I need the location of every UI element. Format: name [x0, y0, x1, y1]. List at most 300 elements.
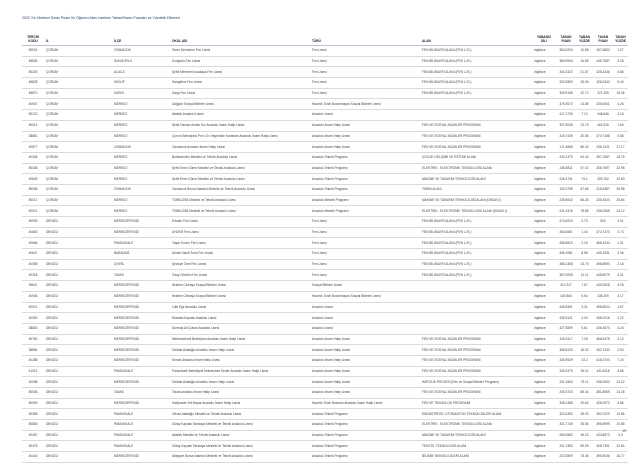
cell-tavan-yuzde: 0.86: [613, 131, 628, 142]
cell-ilce: MERKEZ: [112, 195, 170, 206]
cell-turu: Anadolu İmam Hatip Lisesi: [310, 355, 420, 366]
table-row: [22, 291, 628, 302]
table-row: [22, 441, 628, 452]
cell-taban-puan: 193.3798: [556, 184, 576, 195]
cell-tavan-yuzde: 10.86: [613, 420, 628, 431]
cell-yabanci-dil: İngilizce: [532, 163, 556, 174]
cell-tavan-puan: 416.3704: [593, 355, 613, 366]
cell-il: DENİZLİ: [44, 452, 112, 463]
cell-taban-yuzde: 32.72: [576, 88, 593, 99]
cell-ilce: PAMUKKALE: [112, 238, 170, 249]
cell-tavan-yuzde: 4.26: [613, 99, 628, 110]
cell-tavan-yuzde: 4.24: [613, 323, 628, 334]
cell-il: ÇORUM: [44, 56, 112, 67]
cell-il: ÇORUM: [44, 174, 112, 185]
cell-okul-adi: Çorum Belediyesi Prof. Dr. Hayreddin Karaman Anadolu İmam Hatip Lisesi: [170, 131, 310, 142]
cell-turu: Fen Lisesi: [310, 88, 420, 99]
cell-il: ÇORUM: [44, 99, 112, 110]
cell-tavan-puan: 457.5852: [593, 46, 613, 57]
cell-taban-yuzde: 78.85: [576, 206, 593, 217]
cell-taban-puan: 336.9929: [556, 355, 576, 366]
cell-tavan-yuzde: 0.73: [613, 227, 628, 238]
cell-taban-puan: 384.9064: [556, 56, 576, 67]
cell-turu: Hazırlık Sınıfı Bulunmayan Sosyal Bilimler Lisesi: [310, 99, 420, 110]
cell-okul-adi: Erbakır Fen Lisesi: [170, 217, 310, 228]
cell-okul-adi: Ahmet Nazif Zorlu Fen Lisesi: [170, 249, 310, 260]
cell-okul-adi: Atatürk Anadolu Lisesi: [170, 110, 310, 121]
cell-tavan-yuzde: 4.26: [613, 281, 628, 292]
cell-ilce: MERKEZ: [112, 110, 170, 121]
cell-tercih-kodu: 48835: [22, 56, 44, 67]
cell-yabanci-dil: İngilizce: [532, 323, 556, 334]
cell-tavan-yuzde: 0.01: [613, 217, 628, 228]
cell-turu: Anadolu Teknik Programı: [310, 174, 420, 185]
table-row: [22, 302, 628, 313]
cell-taban-puan: 445.8361: [556, 302, 576, 313]
cell-okul-adi: Merkezefendi Belediyesi Anadolu İmam Hatip Lisesi: [170, 334, 310, 345]
cell-tavan-yuzde: 15.46: [613, 88, 628, 99]
cell-alan: [420, 99, 532, 110]
cell-tercih-kodu: 40849: [22, 174, 44, 185]
cell-il: DENİZLİ: [44, 313, 112, 324]
cell-tavan-yuzde: 16.77: [613, 452, 628, 463]
cell-ilce: MERKEZ: [112, 206, 170, 217]
cell-turu: Anadolu Teknik Programı: [310, 163, 420, 174]
cell-alan: FEN BİLİMLERİ ALANI (FEN L.İS.): [420, 46, 532, 57]
cell-tercih-kodu: 40440: [22, 452, 44, 463]
cell-taban-puan: 205.3703: [556, 388, 576, 399]
cell-ilce: ÇİVRİL: [112, 259, 170, 270]
cell-turu: Fen Lisesi: [310, 46, 420, 57]
cell-alan: [420, 110, 532, 121]
cell-tercih-kodu: 40877: [22, 142, 44, 153]
cell-taban-puan: 226.4741: [556, 174, 576, 185]
cell-taban-yuzde: 26.01: [576, 366, 593, 377]
cell-taban-yuzde: 79.11: [576, 377, 593, 388]
cell-taban-puan: 201.1383: [556, 441, 576, 452]
cell-okul-adi: Altayçeri Borsa İstanbul Mesleki ve Teknik Anadolu Lisesi: [170, 452, 310, 463]
cell-taban-yuzde: 66.26: [576, 195, 593, 206]
cell-tavan-puan: 357.1587: [593, 152, 613, 163]
cell-taban-puan: 394.0204: [556, 46, 576, 57]
cell-alan: FEN VE SOSYAL BİLİMLER PROGRAMI: [420, 334, 532, 345]
cell-yabanci-dil: İngilizce: [532, 88, 556, 99]
cell-tavan-puan: 433.8873: [593, 430, 613, 441]
cell-tavan-yuzde: 1.31: [613, 238, 628, 249]
cell-taban-yuzde: 23.2: [576, 355, 593, 366]
document-title: 2022 Yılı Merkezi Sınav Puanı İle Öğrenci Alan Liselerin Taban/Tavan Puanları ve Yüzdelik Dilimleri: [22, 16, 180, 20]
cell-taban-yuzde: 21.87: [576, 67, 593, 78]
cell-taban-puan: 221.4316: [556, 206, 576, 217]
header-yabanci-dil: YABANCI DİLİ: [532, 30, 556, 46]
cell-yabanci-dil: İngilizce: [532, 152, 556, 163]
cell-tercih-kodu: 40946: [22, 291, 44, 302]
cell-okul-adi: Tavas Anadolu İmam Hatip Lisesi: [170, 388, 310, 399]
cell-yabanci-dil: İngilizce: [532, 99, 556, 110]
cell-il: DENİZLİ: [44, 270, 112, 281]
cell-tercih-kodu: 50203: [22, 67, 44, 78]
table-row: [22, 430, 628, 441]
cell-tavan-yuzde: 3.26: [613, 56, 628, 67]
cell-okul-adi: Şehit Osman Arslan Kız Anadolu İmam Hatip Lisesi: [170, 120, 310, 131]
cell-tercih-kodu: 40346: [22, 152, 44, 163]
table-row: [22, 174, 628, 185]
table-row: [22, 184, 628, 195]
cell-tercih-kodu: 40288: [22, 355, 44, 366]
cell-tercih-kodu: 40088: [22, 377, 44, 388]
cell-alan: ÇOCUK GELİŞİMİ VE EĞİTİMİ ALANI: [420, 152, 532, 163]
cell-turu: Anadolu İmam Hatip Lisesi: [310, 388, 420, 399]
cell-alan: MAKİNE VE TASARIM TEKNOLOJİSİ ALANI (DİKAVLİ): [420, 195, 532, 206]
cell-tavan-puan: 430.0641: [593, 99, 613, 110]
cell-yabanci-dil: İngilizce: [532, 184, 556, 195]
cell-yabanci-dil: İngilizce: [532, 78, 556, 89]
cell-taban-yuzde: 12.11: [576, 270, 593, 281]
cell-il: DENİZLİ: [44, 377, 112, 388]
cell-okul-adi: Orhan Akatağlu Mesleki ve Teknik Anadolu Lisesi: [170, 409, 310, 420]
table-row: [22, 270, 628, 281]
cell-tavan-yuzde: 3.36: [613, 249, 628, 260]
cell-taban-puan: 420.864: [556, 291, 576, 302]
school-scores-table: [22, 30, 628, 463]
table-row: [22, 78, 628, 89]
cell-alan: FEN BİLİMLERİ ALANI (FEN L.İS.): [420, 67, 532, 78]
cell-ilce: MERKEZEFENDİ: [112, 302, 170, 313]
cell-taban-puan: 474.6024: [556, 217, 576, 228]
table-row: [22, 163, 628, 174]
cell-ilce: PAMUKKALE: [112, 441, 170, 452]
cell-okul-adi: Atatürk Mesleki ve Teknik Anadolu Lisesi: [170, 430, 310, 441]
cell-alan: FEN BİLİMLERİ ALANI (FEN L.İS.): [420, 227, 532, 238]
cell-il: DENİZLİ: [44, 441, 112, 452]
cell-alan: MAKİNE VE TASARIM TEKNOLOJİSİ ALANI: [420, 174, 532, 185]
cell-taban-yuzde: 30.55: [576, 131, 593, 142]
cell-tavan-puan: 500: [593, 217, 613, 228]
cell-ilce: MERKEZ: [112, 131, 170, 142]
cell-yabanci-dil: İngilizce: [532, 249, 556, 260]
cell-yabanci-dil: İngilizce: [532, 302, 556, 313]
table-row: [22, 398, 628, 409]
cell-tavan-puan: 445.7687: [593, 56, 613, 67]
table-row: [22, 249, 628, 260]
cell-il: ÇORUM: [44, 184, 112, 195]
cell-taban-puan: 326.2479: [556, 366, 576, 377]
cell-ilce: PAMUKKALE: [112, 420, 170, 431]
cell-tavan-puan: 336.0052: [593, 377, 613, 388]
cell-tavan-yuzde: 3.16: [613, 110, 628, 121]
cell-yabanci-dil: İngilizce: [532, 430, 556, 441]
cell-turu: Anadolu Teknik Programı: [310, 441, 420, 452]
table-row: [22, 110, 628, 121]
table-row: [22, 313, 628, 324]
cell-turu: Sosyal Bilimler Lisesi: [310, 281, 420, 292]
table-row: [22, 46, 628, 57]
cell-taban-yuzde: 16.89: [576, 56, 593, 67]
table-row: [22, 131, 628, 142]
cell-tercih-kodu: 40055: [22, 259, 44, 270]
cell-tercih-kodu: 50011: [22, 206, 44, 217]
cell-turu: Anadolu Teknik Programı: [310, 420, 420, 431]
cell-tercih-kodu: 50475: [22, 441, 44, 452]
table-row: [22, 409, 628, 420]
cell-turu: Anadolu Teknik Programı: [310, 409, 420, 420]
cell-alan: FEN BİLİMLERİ ALANI (FEN L.İS.): [420, 249, 532, 260]
table-row: [22, 142, 628, 153]
cell-ilce: MERKEZEFENDİ: [112, 355, 170, 366]
table-row: [22, 120, 628, 131]
table-row: [22, 67, 628, 78]
cell-il: ÇORUM: [44, 152, 112, 163]
cell-okul-adi: Ömer Derindere Fen Lisesi: [170, 46, 310, 57]
cell-tavan-yuzde: 4.17: [613, 291, 628, 302]
cell-tavan-yuzde: 2.22: [613, 313, 628, 324]
cell-tavan-yuzde: 3.31: [613, 270, 628, 281]
cell-tercih-kodu: 50348: [22, 163, 44, 174]
cell-tavan-yuzde: 0.12: [613, 334, 628, 345]
cell-tercih-kodu: 80560: [22, 420, 44, 431]
cell-alan: [420, 323, 532, 334]
cell-taban-puan: 356.8133: [556, 345, 576, 356]
cell-alan: FEN VE TEKNOLOJİ PROGRAMI: [420, 398, 532, 409]
cell-okul-adi: Hatipzade Veli Bayar Anadolu İmam Hatip Lisesi: [170, 398, 310, 409]
cell-yabanci-dil: İngilizce: [532, 270, 556, 281]
cell-turu: Anadolu Lisesi: [310, 323, 420, 334]
cell-tavan-puan: 436.4574: [593, 323, 613, 334]
cell-ilce: MERKEZEFENDİ: [112, 377, 170, 388]
cell-taban-yuzde: 8.88: [576, 249, 593, 260]
cell-yabanci-dil: İngilizce: [532, 366, 556, 377]
cell-turu: Hazırlık Sınıfı Bulunan Anadolu İmam Hatip Lisesi: [310, 398, 420, 409]
cell-il: ÇORUM: [44, 78, 112, 89]
cell-tercih-kodu: 50001: [22, 46, 44, 57]
cell-alan: [420, 291, 532, 302]
cell-tavan-puan: 446.846: [593, 110, 613, 121]
cell-yabanci-dil: İngilizce: [532, 313, 556, 324]
cell-okul-adi: Gülay Kaynak Sarıkaya Mesleki ve Teknik Anadolu Lisesi: [170, 441, 310, 452]
cell-okul-adi: Osmancık Borsa İstanbul Mesleki ve Teknik Anadolu Lisesi: [170, 184, 310, 195]
cell-il: DENİZLİ: [44, 238, 112, 249]
cell-ilce: MERKEZEFENDİ: [112, 398, 170, 409]
table-row: [22, 366, 628, 377]
cell-ilce: PAMUKKALE: [112, 366, 170, 377]
cell-taban-puan: 456.5823: [556, 238, 576, 249]
cell-okul-adi: TOBB-OSB Mesleki ve Teknik Anadolu Lisesi: [170, 206, 310, 217]
cell-taban-puan: 439.5121: [556, 313, 576, 324]
cell-yabanci-dil: İngilizce: [532, 409, 556, 420]
cell-yabanci-dil: İngilizce: [532, 441, 556, 452]
cell-taban-yuzde: 3.31: [576, 302, 593, 313]
table-row: [22, 99, 628, 110]
cell-yabanci-dil: İngilizce: [532, 291, 556, 302]
cell-taban-yuzde: 18.32: [576, 345, 593, 356]
cell-tavan-yuzde: 30.98: [613, 184, 628, 195]
cell-tercih-kodu: 50011: [22, 302, 44, 313]
cell-ilce: BABADAĞ: [112, 249, 170, 260]
cell-tercih-kodu: 40647: [22, 249, 44, 260]
cell-yabanci-dil: İngilizce: [532, 110, 556, 121]
cell-tavan-puan: 395.8999: [593, 420, 613, 431]
table-row: [22, 355, 628, 366]
cell-alan: ELEKTRİK - ELEKTRONİK TEKNOLOJİSİ ALANI: [420, 163, 532, 174]
cell-taban-puan: 323.4352: [556, 409, 576, 420]
cell-tavan-puan: 452.7333: [593, 345, 613, 356]
cell-turu: Anadolu İmam Hatip Lisesi: [310, 120, 420, 131]
cell-taban-puan: 427.3699: [556, 323, 576, 334]
cell-il: ÇORUM: [44, 163, 112, 174]
cell-tercih-kodu: 50012: [22, 120, 44, 131]
table-row: [22, 195, 628, 206]
cell-tavan-puan: 462.515: [593, 120, 613, 131]
cell-taban-yuzde: 10.86: [576, 46, 593, 57]
cell-okul-adi: Dağçlar Sosyal Bilimler Lisesi: [170, 99, 310, 110]
cell-alan: FEN VE SOSYAL BİLİMLER PROGRAMI: [420, 142, 532, 153]
cell-ilce: MERKEZ: [112, 163, 170, 174]
table-row: [22, 56, 628, 67]
cell-taban-puan: 385.1356: [556, 259, 576, 270]
cell-alan: FEN VE SOSYAL BİLİMLER PROGRAMI: [420, 355, 532, 366]
cell-turu: Anadolu Teknik Programı: [310, 430, 420, 441]
cell-tavan-yuzde: 18.75: [613, 152, 628, 163]
cell-il: ÇORUM: [44, 206, 112, 217]
cell-taban-yuzde: 6.54: [576, 291, 593, 302]
cell-taban-puan: 464.6561: [556, 227, 576, 238]
header-tavan-yuzde: TAVAN YÜZDE: [613, 30, 628, 46]
table-row: [22, 227, 628, 238]
cell-taban-yuzde: 1.44: [576, 227, 593, 238]
cell-turu: Anadolu Lisesi: [310, 302, 420, 313]
cell-tavan-yuzde: 5.86: [613, 398, 628, 409]
cell-tercih-kodu: 40660: [22, 227, 44, 238]
cell-okul-adi: AYDEM Fen Lisesi: [170, 227, 310, 238]
page-number: 19: [622, 429, 626, 433]
cell-ilce: MERKEZEFENDİ: [112, 227, 170, 238]
cell-okul-adi: Kargı Fen Lisesi: [170, 88, 310, 99]
cell-tavan-yuzde: 27.17: [613, 142, 628, 153]
cell-alan: TARIM ALANI: [420, 184, 532, 195]
table-row: [22, 281, 628, 292]
cell-okul-adi: Özay Gönlüm Fen Lisesi: [170, 270, 310, 281]
cell-il: ÇORUM: [44, 120, 112, 131]
table-body: [22, 46, 628, 463]
cell-tavan-puan: 336.0565: [593, 206, 613, 217]
cell-turu: Fen Lisesi: [310, 217, 420, 228]
cell-taban-puan: 235.5642: [556, 195, 576, 206]
cell-ilce: PAMUKKALE: [112, 409, 170, 420]
cell-okul-adi: Buharaeviler Mesleki ve Teknik Anadolu Lisesi: [170, 152, 310, 163]
cell-turu: Fen Lisesi: [310, 78, 420, 89]
cell-alan: ELEKTRİK - ELEKTRONİK TEKNOLOJİSİ ALANI (DİKAVLİ): [420, 206, 532, 217]
cell-turu: Anadolu İmam Hatip Lisesi: [310, 377, 420, 388]
cell-taban-puan: 236.5811: [556, 163, 576, 174]
cell-yabanci-dil: İngilizce: [532, 388, 556, 399]
cell-turu: Anadolu Lisesi: [310, 110, 420, 121]
cell-tercih-kodu: 50780: [22, 334, 44, 345]
cell-tavan-puan: 425.0972: [593, 398, 613, 409]
cell-tercih-kodu: 48870: [22, 88, 44, 99]
cell-okul-adi: Sarıgöleni Fen Lisesi: [170, 78, 310, 89]
cell-tercih-kodu: 50368: [22, 409, 44, 420]
cell-tavan-yuzde: 4.3: [613, 430, 628, 441]
cell-taban-puan: 416.3117: [556, 334, 576, 345]
cell-yabanci-dil: İngilizce: [532, 398, 556, 409]
cell-taban-puan: 280.0683: [556, 430, 576, 441]
cell-okul-adi: Lütfi Ege Anadolu Lisesi: [170, 302, 310, 313]
cell-alan: FEN BİLİMLERİ ALANI (FEN L.İS.): [420, 56, 532, 67]
cell-alan: BİLİŞİM TEKNOLOJİLERİ ALANI: [420, 452, 532, 463]
table-row: [22, 377, 628, 388]
cell-alan: FEN VE SOSYAL BİLİMLER PROGRAMI: [420, 120, 532, 131]
cell-yabanci-dil: İngilizce: [532, 217, 556, 228]
cell-tavan-yuzde: 24.22: [613, 377, 628, 388]
cell-alan: HAFIZLIK PROJESİ (Fen ve Sosyal Bilimler Programı): [420, 377, 532, 388]
cell-tercih-kodu: 38800: [22, 323, 44, 334]
cell-alan: MAKİNE VE TASARIM TEKNOLOJİSİ ALANI: [420, 430, 532, 441]
cell-tercih-kodu: 40318: [22, 270, 44, 281]
cell-tavan-puan: 336.1221: [593, 142, 613, 153]
table-row: [22, 206, 628, 217]
cell-il: DENİZLİ: [44, 281, 112, 292]
cell-taban-puan: 332.0809: [556, 78, 576, 89]
cell-ilce: OSMANCIK: [112, 142, 170, 153]
cell-tavan-puan: 431.8118: [593, 366, 613, 377]
cell-taban-puan: 301.7745: [556, 420, 576, 431]
cell-tercih-kodu: 38881: [22, 131, 44, 142]
cell-tercih-kodu: 80006: [22, 388, 44, 399]
cell-turu: Anadolu İmam Hatip Lisesi: [310, 142, 420, 153]
cell-alan: ENDÜSTRİYEL OTOMASYON TEKNOLOJİLERİ ALANI: [420, 409, 532, 420]
cell-il: DENİZLİ: [44, 345, 112, 356]
cell-okul-adi: TOBB-OSB Mesleki ve Teknik Anadolu Lisesi: [170, 195, 310, 206]
cell-turu: Fen Lisesi: [310, 56, 420, 67]
cell-taban-yuzde: 7.28: [576, 334, 593, 345]
cell-turu: Anadolu Teknik Programı: [310, 152, 420, 163]
cell-taban-puan: 417.1726: [556, 110, 576, 121]
cell-tavan-puan: 445.1531: [593, 249, 613, 260]
cell-yabanci-dil: İngilizce: [532, 259, 556, 270]
header-taban-yuzde: TABAN YÜZDE: [576, 30, 593, 46]
cell-ilce: MERKEZ: [112, 174, 170, 185]
cell-turu: Anadolu Teknik Programı: [310, 184, 420, 195]
cell-tavan-puan: 456.0216: [593, 313, 613, 324]
cell-taban-yuzde: 35.56: [576, 420, 593, 431]
cell-alan: [420, 302, 532, 313]
cell-tavan-puan: 445.8079: [593, 270, 613, 281]
cell-taban-yuzde: 23.79: [576, 120, 593, 131]
cell-alan: [420, 281, 532, 292]
cell-turu: Hazırlık Sınıfı Bulunmayan Sosyal Bilimler Lisesi: [310, 291, 420, 302]
cell-ilce: MERKEZ: [112, 99, 170, 110]
cell-taban-yuzde: 15.76: [576, 259, 593, 270]
cell-tercih-kodu: 50122: [22, 110, 44, 121]
cell-tavan-puan: 474.7473: [593, 227, 613, 238]
cell-alan: FEN BİLİMLERİ ALANI (FEN L.İS.): [420, 238, 532, 249]
cell-tavan-yuzde: 2.16: [613, 259, 628, 270]
cell-taban-yuzde: 0.73: [576, 217, 593, 228]
cell-okul-adi: Pamukkale Belediyesi Muhammet Serter Anadolu İmam Hatip Lisesi: [170, 366, 310, 377]
table-row: [22, 238, 628, 249]
cell-tavan-yuzde: 32.63: [613, 174, 628, 185]
cell-tercih-kodu: 41013: [22, 366, 44, 377]
cell-okul-adi: Şehit Mehmet Kocakaya Fen Lisesi: [170, 67, 310, 78]
cell-tavan-puan: 470.7188: [593, 131, 613, 142]
cell-taban-yuzde: 7.12: [576, 110, 593, 121]
cell-taban-puan: 406.1081: [556, 249, 576, 260]
cell-tavan-yuzde: 5.65: [613, 366, 628, 377]
cell-ilce: MERKEZEFENDİ: [112, 323, 170, 334]
cell-il: DENİZLİ: [44, 259, 112, 270]
cell-turu: Anadolu Meslek Programı: [310, 206, 420, 217]
cell-tercih-kodu: 50012: [22, 195, 44, 206]
